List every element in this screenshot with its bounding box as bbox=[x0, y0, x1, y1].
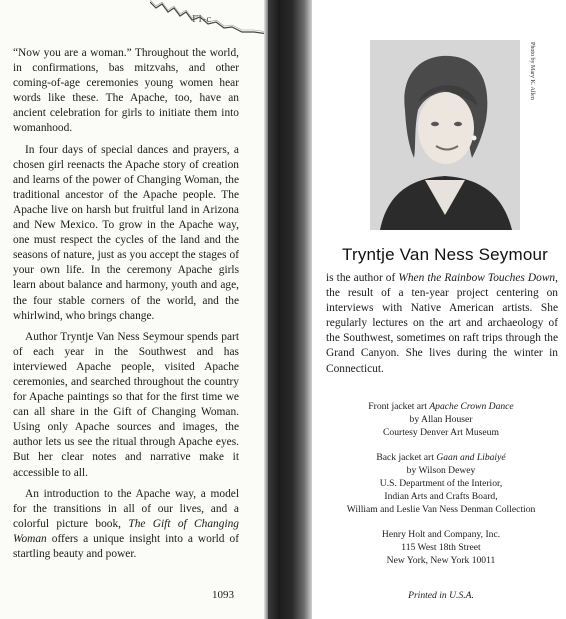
left-page bbox=[0, 0, 268, 619]
paragraph-4-after: offers a unique insight into a world of startling beauty and power. bbox=[13, 532, 239, 560]
author-bio bbox=[326, 271, 558, 377]
bio-before: is the author of bbox=[326, 272, 399, 284]
publisher-street: 115 West 18th Street bbox=[401, 542, 481, 553]
front-jacket-courtesy: Courtesy Denver Art Museum bbox=[383, 427, 499, 438]
bio-after: , the result of a ten-year project centering on interviews with Native American artists. She regularly lectures on the art and archaeology of the Southwest, sometimes on raft trips through the Grand Canyon. She lives during the winter in Connecticut. bbox=[326, 272, 558, 375]
author-photo bbox=[370, 40, 520, 230]
publisher-info bbox=[326, 528, 556, 567]
printed-in-label: Printed in U.S.A. bbox=[408, 590, 474, 601]
paragraph-4-before: An introduction to the Apache way, a model for the transitions in all of our lives, and a colorful picture book, bbox=[13, 487, 239, 530]
bio-book-title: When the Rainbow Touches Down bbox=[398, 272, 556, 284]
author-portrait-image bbox=[370, 40, 520, 230]
left-page-text bbox=[13, 46, 239, 568]
back-jacket-line-3: William and Leslie Van Ness Denman Collection bbox=[346, 504, 536, 515]
front-jacket-title: Apache Crown Dance bbox=[429, 401, 514, 412]
flap-text: Fl-c bbox=[192, 13, 212, 25]
back-jacket-artist: by Wilson Dewey bbox=[406, 465, 476, 476]
back-jacket-title: Gaan and Libaiyé bbox=[436, 452, 506, 463]
paragraph-2: In four days of special dances and prayers, a chosen girl reenacts the Apache story of creation and learns of the power of Changing Woman, the traditional ancestor of the Apache people. The Apache live on harsh but fruitful land in Arizona and New Mexico. To grow in the Apache way, one must respect the cycles of the land and the seasons of nature, just as you accept the stages of your own life. In the ceremony Apache girls learn about balance and harmony, youth and age, the four stable corners of the world, and the whirlwind, who brings change. bbox=[13, 143, 239, 322]
front-jacket-credit bbox=[326, 400, 556, 439]
paragraph-1: “Now you are a woman.” Throughout the world, in confirmations, bas mitzvahs, and other coming-of-age ceremonies young women hear words like these. The Apache, too, have an ancient celebration for girls to initiate them into womanhood. bbox=[13, 47, 239, 135]
back-jacket-line-1: U.S. Department of the Interior, bbox=[379, 478, 503, 489]
publisher-name: Henry Holt and Company, Inc. bbox=[381, 529, 501, 540]
paragraph-3: Author Tryntje Van Ness Seymour spends part of each year in the Southwest and has interviewed Apache people, visited Apache ceremonies, and searched throughout the country for Apache paintings so that for the first time we can all share in the Gift of Changing Woman. Using only Apache sources and images, the author lets us see the ritual through Apache eyes. But her clear notes and narrative make it accessible to all. bbox=[13, 330, 239, 479]
back-jacket-line-2: Indian Arts and Crafts Board, bbox=[384, 491, 498, 502]
paragraph-4 bbox=[13, 487, 239, 562]
front-jacket-label: Front jacket art bbox=[368, 401, 430, 412]
author-name-heading: Tryntje Van Ness Seymour bbox=[342, 245, 549, 264]
back-jacket-label: Back jacket art bbox=[376, 452, 437, 463]
book-title: The Gift of Changing Woman bbox=[13, 517, 239, 545]
jacket-credits bbox=[326, 400, 556, 579]
back-jacket-credit bbox=[326, 451, 556, 516]
page-number: 1093 bbox=[212, 589, 234, 601]
book-gutter bbox=[268, 0, 312, 619]
right-page bbox=[312, 0, 566, 619]
publisher-city: New York, New York 10011 bbox=[386, 555, 496, 566]
front-jacket-artist: by Allan Houser bbox=[409, 414, 473, 425]
photo-credit: Photo by Mary K. Allen bbox=[529, 42, 535, 100]
